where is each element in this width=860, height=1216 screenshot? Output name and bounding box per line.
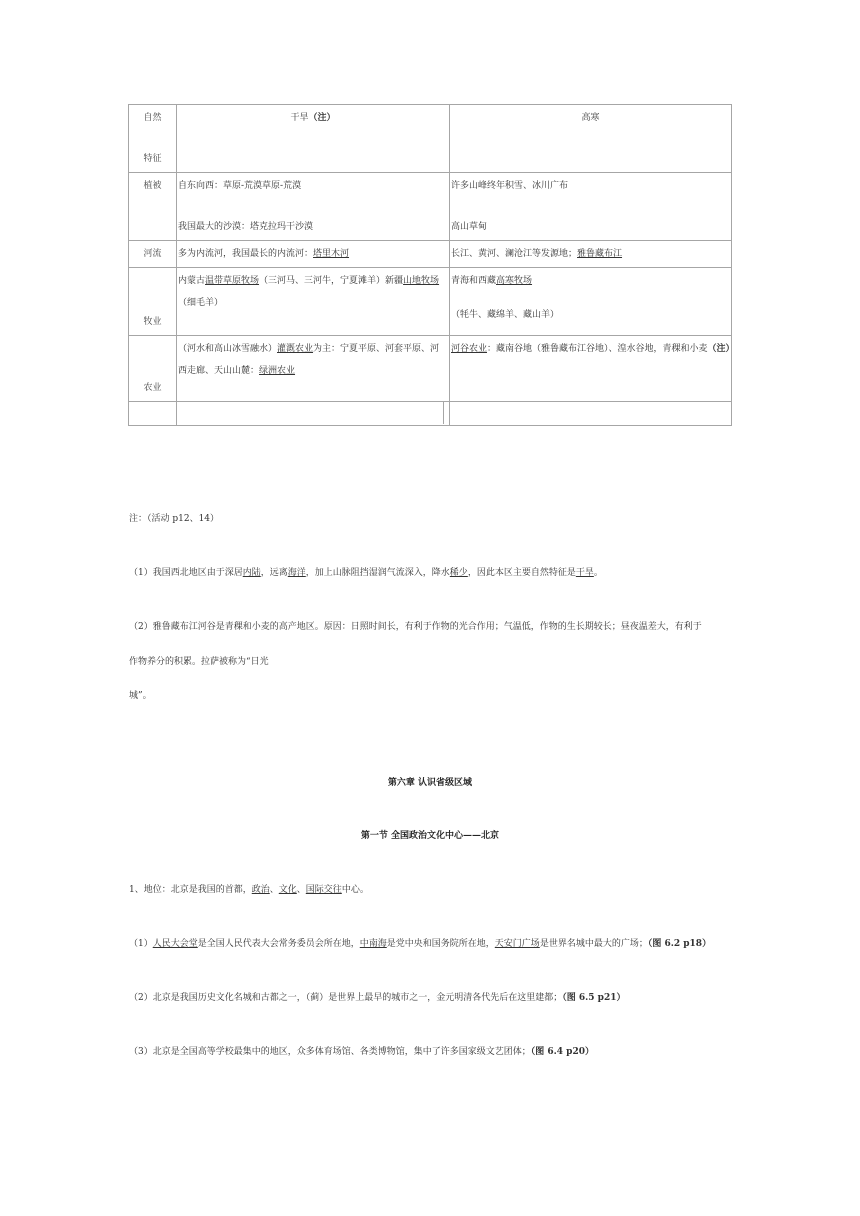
column-header-arid: 干旱（注） [177, 105, 450, 173]
beijing-point-3: （3）北京是全国高等学校最集中的地区，众多体育场馆、各类博物馆，集中了许多国家级文艺团体；（图 6.4 p20） [129, 1047, 594, 1057]
table-cell [450, 402, 732, 426]
row-label: 河流 [129, 241, 177, 268]
note-2-line-3: 城”。 [129, 691, 152, 701]
table-row [129, 402, 732, 426]
table-row [129, 336, 732, 402]
split-cell [177, 402, 449, 424]
row-label: 农业 [129, 336, 177, 402]
chapter-title: 第六章 认识省级区域 [387, 778, 473, 788]
note-heading: 注：（活动 p12、14） [129, 514, 220, 524]
table-cell: 内蒙古温带草原牧场（三河马、三河牛，宁夏滩羊）新疆山地牧场 （细毛羊） [177, 268, 450, 336]
column-header-alpine: 高寒 [450, 105, 732, 173]
section-title: 第一节 全国政治文化中心——北京 [360, 831, 500, 841]
beijing-status: 1、地位：北京是我国的首都，政治、文化、国际交往中心。 [129, 885, 369, 895]
table-row [129, 173, 732, 241]
table-cell: （河水和高山冰雪融水）灌溉农业为主：宁夏平原、河套平原、河西走廊、天山山麓：绿洲农业 [177, 336, 450, 402]
row-label: 牧业 [129, 268, 177, 336]
table-row [129, 268, 732, 336]
row-label: 自然 特征 [129, 105, 177, 173]
table-cell: 许多山峰终年积雪、冰川广布 高山草甸 [450, 173, 732, 241]
split-left [177, 402, 444, 424]
table-cell: 自东向西：草原-荒漠草原-荒漠 我国最大的沙漠：塔克拉玛干沙漠 [177, 173, 450, 241]
beijing-point-2: （2）北京是我国历史文化名城和古都之一，（蓟）是世界上最早的城市之一，金元明清各代先后在这里建都；（图 6.5 p21） [129, 993, 626, 1003]
table-cell: 青海和西藏高寒牧场 （牦牛、藏绵羊、藏山羊） [450, 268, 732, 336]
table-cell [129, 402, 177, 426]
beijing-point-1: （1）人民大会堂是全国人民代表大会常务委员会所在地，中南海是党中央和国务院所在地，天安门广场是世界名城中最大的广场；（图 6.2 p18） [129, 939, 712, 949]
table-row [129, 105, 732, 173]
table-row [129, 241, 732, 268]
table-cell: 长江、黄河、澜沧江等发源地；雅鲁藏布江 [450, 241, 732, 268]
note-2-line-1: （2）雅鲁藏布江河谷是青稞和小麦的高产地区。原因：日照时间长，有利于作物的光合作用；气温低，作物的生长期较长；昼夜温差大，有利于 [129, 622, 702, 632]
natural-features-table [128, 104, 735, 426]
row-label: 植被 [129, 173, 177, 241]
note-1: （1）我国西北地区由于深居内陆，远离海洋，加上山脉阻挡湿润气流深入，降水稀少，因此本区主要自然特征是干旱。 [129, 568, 603, 578]
table-cell [177, 402, 450, 426]
note-2-line-2: 作物养分的积累。拉萨被称为“日光 [129, 657, 269, 667]
table-cell: 河谷农业：藏南谷地（雅鲁藏布江谷地）、湟水谷地，青稞和小麦（注） [450, 336, 732, 402]
table-cell: 多为内流河，我国最长的内流河：塔里木河 [177, 241, 450, 268]
